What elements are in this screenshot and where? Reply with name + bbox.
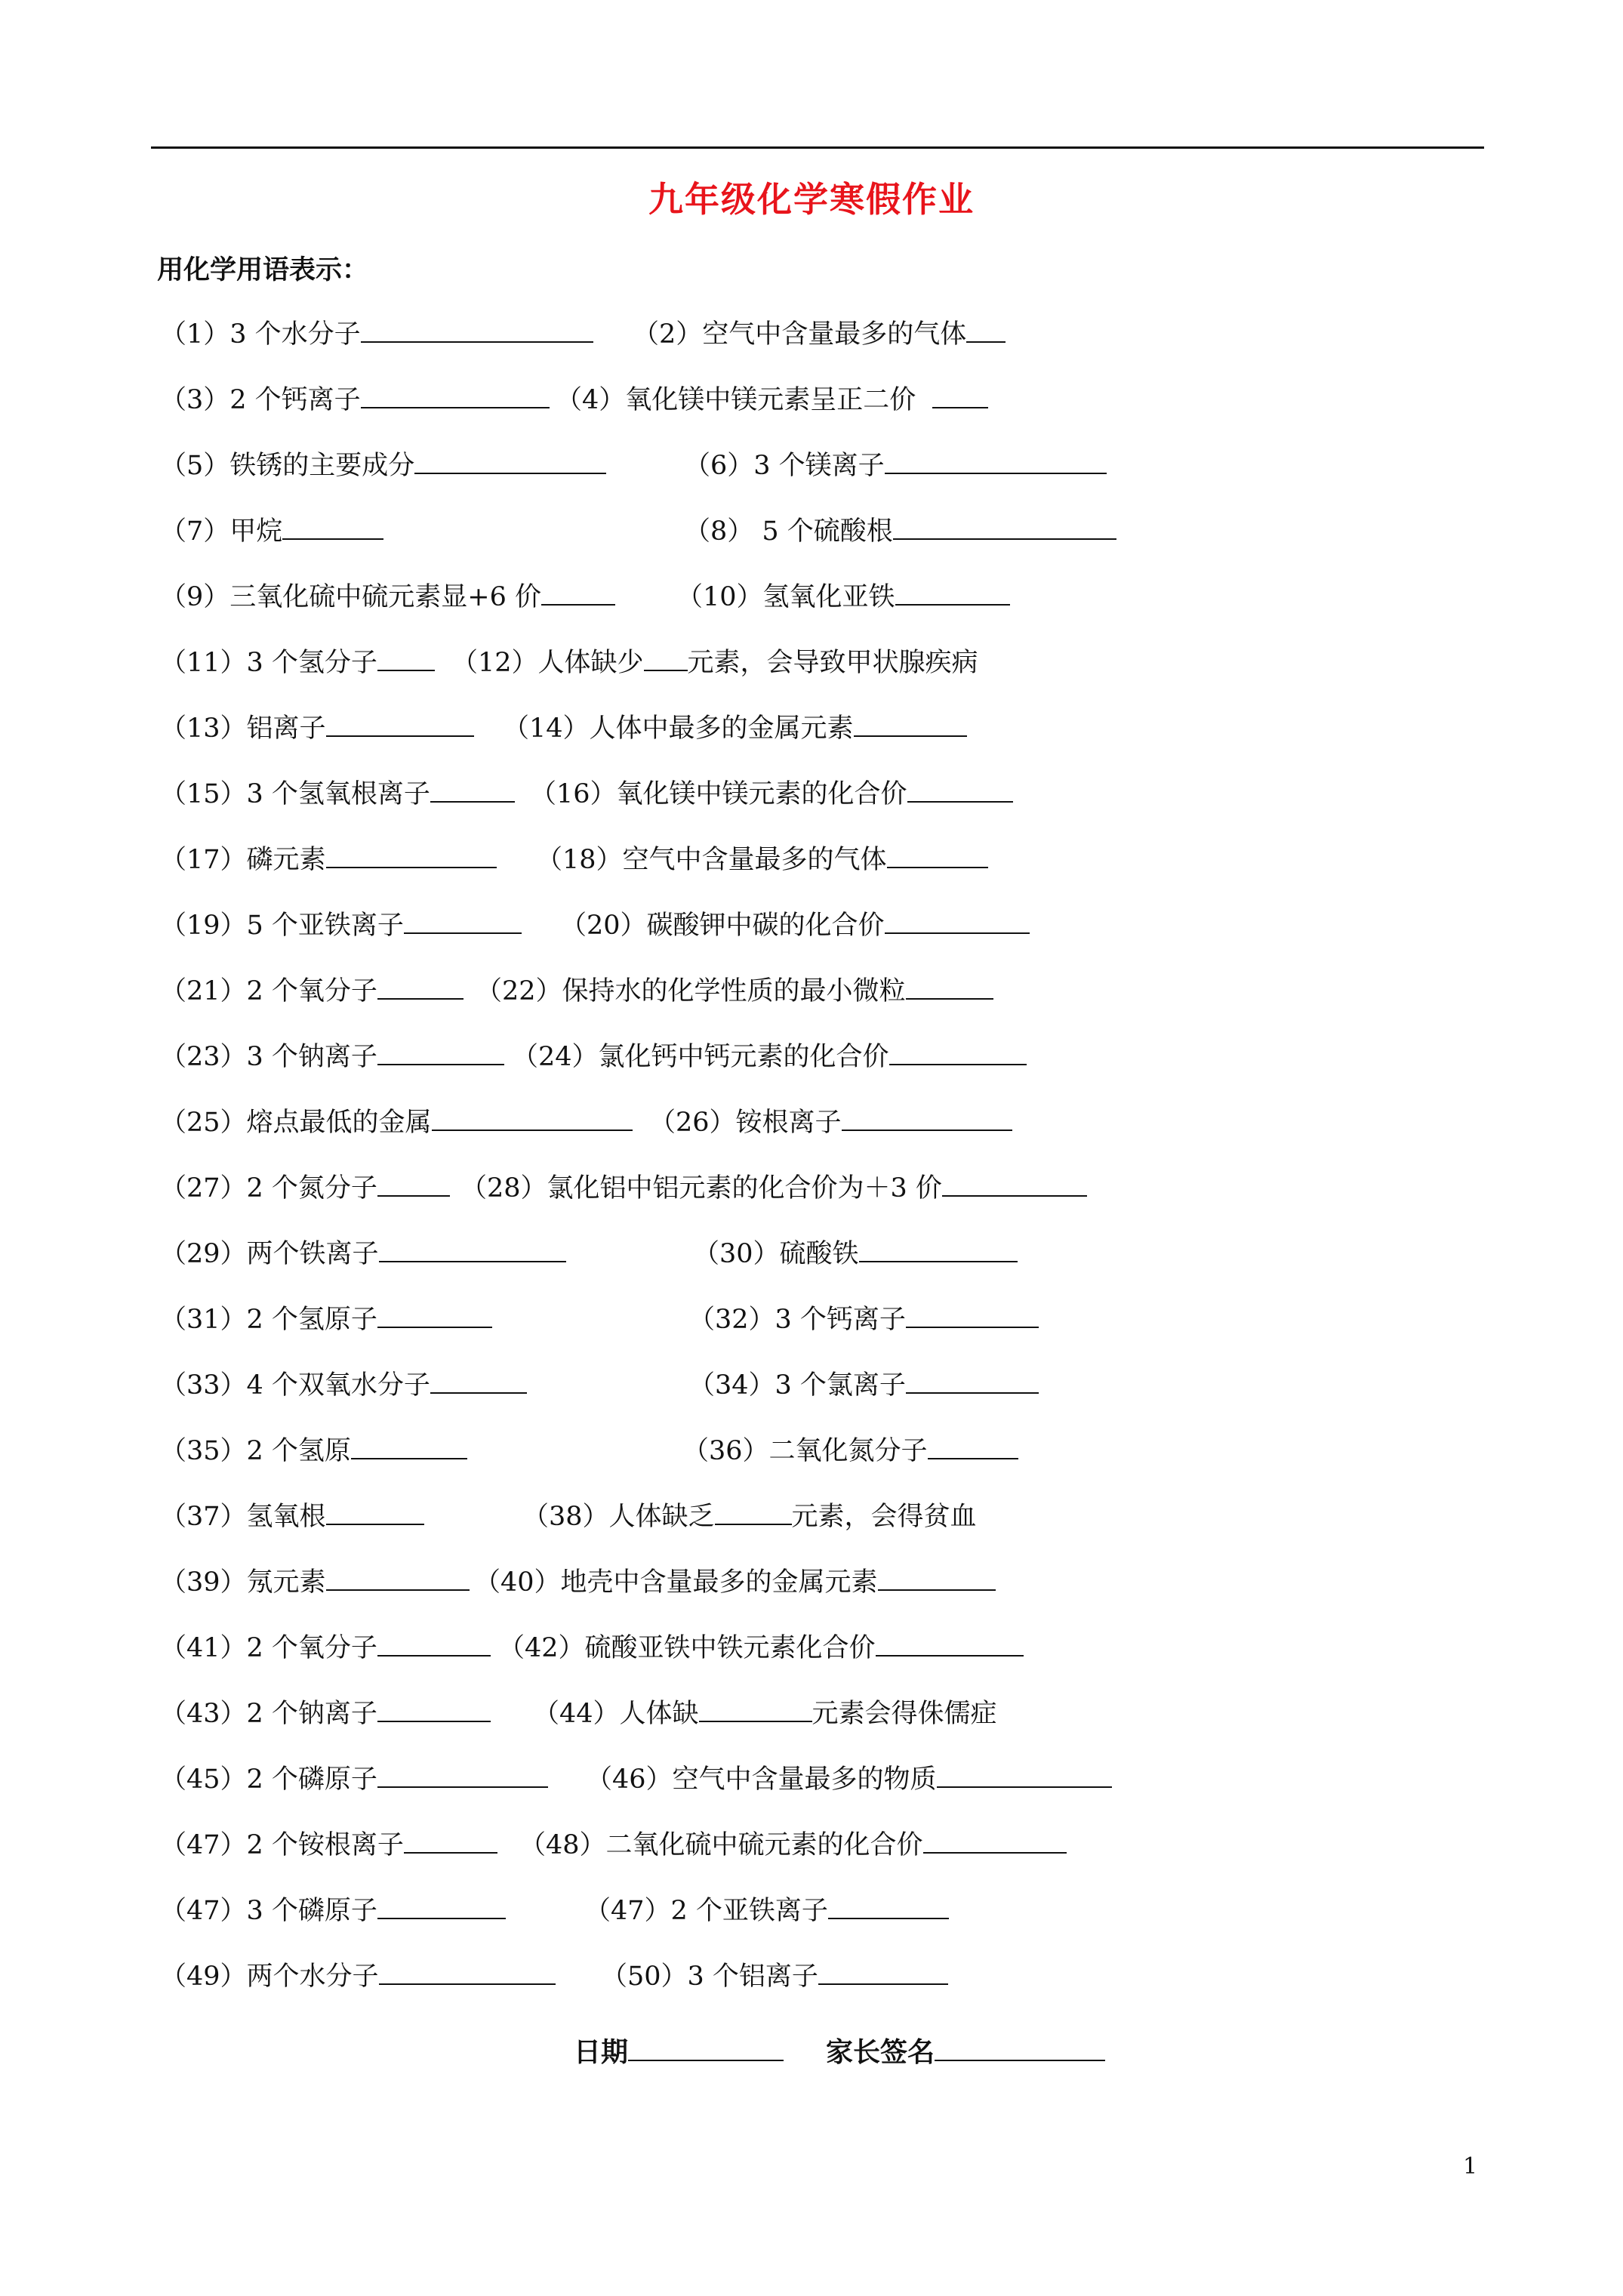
question-14: （14）人体中最多的金属元素 <box>503 710 967 745</box>
exercise-row <box>0 972 1623 1006</box>
answer-blank[interactable] <box>854 710 967 737</box>
exercise-row <box>0 578 1623 612</box>
question-39: （39）氖元素 <box>160 1564 470 1599</box>
answer-blank[interactable] <box>430 1367 527 1394</box>
question-17: （17）磷元素 <box>160 841 497 877</box>
answer-blank[interactable] <box>942 1170 1087 1197</box>
answer-blank[interactable] <box>876 1629 1024 1657</box>
question-45: （45）2 个磷原子 <box>160 1761 548 1796</box>
exercise-row <box>0 1301 1623 1334</box>
answer-blank[interactable] <box>928 1432 1018 1459</box>
question-47b: （47）3 个磷原子 <box>160 1892 506 1928</box>
exercise-row <box>0 316 1623 349</box>
page-title: 九年级化学寒假作业 <box>648 179 975 220</box>
answer-blank[interactable] <box>326 710 474 737</box>
answer-blank[interactable] <box>404 907 522 934</box>
signature-blank[interactable] <box>935 2034 1105 2061</box>
question-15: （15）3 个氢氧根离子 <box>160 775 515 811</box>
exercise-row <box>0 381 1623 415</box>
question-34: （34）3 个氯离子 <box>688 1367 1039 1402</box>
question-6: （6）3 个镁离子 <box>684 447 1107 482</box>
exercise-row <box>0 1170 1623 1203</box>
answer-blank[interactable] <box>878 1564 996 1591</box>
header-rule <box>151 146 1484 149</box>
question-35: （35）2 个氢原 <box>160 1432 467 1468</box>
answer-blank[interactable] <box>937 1761 1112 1788</box>
answer-blank[interactable] <box>893 513 1116 540</box>
answer-blank[interactable] <box>377 1629 491 1657</box>
answer-blank[interactable] <box>885 907 1030 934</box>
question-12: （12）人体缺少 元素，会导致甲状腺疾病 <box>451 644 978 680</box>
answer-blank[interactable] <box>326 841 497 868</box>
question-1: （1）3 个水分子 <box>160 316 593 351</box>
question-10: （10）氢氧化亚铁 <box>676 578 1010 614</box>
exercise-row <box>0 644 1623 677</box>
answer-blank[interactable] <box>377 972 463 1000</box>
exercise-row <box>0 1892 1623 1925</box>
date-blank[interactable] <box>628 2034 784 2061</box>
question-5: （5）铁锈的主要成分 <box>160 447 606 482</box>
exercise-row <box>0 1695 1623 1728</box>
answer-blank[interactable] <box>377 1695 491 1722</box>
answer-blank[interactable] <box>818 1958 948 1985</box>
answer-blank[interactable] <box>828 1892 949 1919</box>
exercise-row <box>0 1432 1623 1465</box>
question-7: （7）甲烷 <box>160 513 383 548</box>
question-20: （20）碳酸钾中碳的化合价 <box>560 907 1030 942</box>
answer-blank[interactable] <box>282 513 383 540</box>
question-18: （18）空气中含量最多的气体 <box>536 841 988 877</box>
answer-blank[interactable] <box>699 1695 812 1722</box>
exercise-row <box>0 1761 1623 1794</box>
date-label: 日期 <box>574 2036 629 2068</box>
answer-blank[interactable] <box>351 1432 467 1459</box>
answer-blank[interactable] <box>377 1301 492 1328</box>
answer-blank[interactable] <box>889 1038 1027 1065</box>
exercise-row <box>0 513 1623 546</box>
question-4: （4）氧化镁中镁元素呈正二价 <box>556 381 988 417</box>
answer-blank[interactable] <box>379 1958 556 1985</box>
question-44: （44）人体缺 元素会得侏儒症 <box>533 1695 997 1730</box>
answer-blank[interactable] <box>326 1564 470 1591</box>
page-number: 1 <box>1463 2153 1478 2180</box>
question-43: （43）2 个钠离子 <box>160 1695 491 1730</box>
question-47: （47）2 个铵根离子 <box>160 1826 497 1862</box>
answer-blank[interactable] <box>906 1301 1039 1328</box>
answer-blank[interactable] <box>644 644 688 671</box>
answer-blank[interactable] <box>906 1367 1039 1394</box>
question-25: （25）熔点最低的金属 <box>160 1104 633 1139</box>
answer-blank[interactable] <box>895 578 1010 606</box>
answer-blank[interactable] <box>715 1498 792 1525</box>
parent-signature-label: 家长签名 <box>826 2036 935 2068</box>
answer-blank[interactable] <box>541 578 615 606</box>
question-48: （48）二氧化硫中硫元素的化合价 <box>519 1826 1067 1862</box>
exercise-row <box>0 1958 1623 1991</box>
exercise-row <box>0 775 1623 809</box>
question-36: （36）二氧化氮分子 <box>682 1432 1018 1468</box>
answer-blank[interactable] <box>932 381 988 408</box>
exercise-row <box>0 447 1623 480</box>
answer-blank[interactable] <box>887 841 988 868</box>
question-31: （31）2 个氢原子 <box>160 1301 492 1336</box>
exercise-row <box>0 907 1623 940</box>
question-13: （13）铝离子 <box>160 710 474 745</box>
question-2: （2）空气中含量最多的气体 <box>633 316 1006 351</box>
answer-blank[interactable] <box>430 775 515 803</box>
answer-blank[interactable] <box>361 316 593 343</box>
exercise-row <box>0 710 1623 743</box>
answer-blank[interactable] <box>377 1892 506 1919</box>
question-30: （30）硫酸铁 <box>693 1235 1018 1271</box>
answer-blank[interactable] <box>377 1038 504 1065</box>
question-11: （11）3 个氢分子 <box>160 644 435 680</box>
exercise-row <box>0 1104 1623 1137</box>
answer-blank[interactable] <box>923 1826 1067 1854</box>
question-19: （19）5 个亚铁离子 <box>160 907 522 942</box>
exercise-row <box>0 1038 1623 1071</box>
question-26: （26）铵根离子 <box>649 1104 1012 1139</box>
answer-blank[interactable] <box>432 1104 633 1131</box>
answer-blank[interactable] <box>326 1498 424 1525</box>
question-49: （49）两个水分子 <box>160 1958 556 1993</box>
question-22: （22）保持水的化学性质的最小微粒 <box>476 972 993 1008</box>
question-8: （8） 5 个硫酸根 <box>684 513 1116 548</box>
question-23: （23）3 个钠离子 <box>160 1038 504 1074</box>
exercise-row <box>0 1629 1623 1663</box>
answer-blank[interactable] <box>377 1761 548 1788</box>
answer-blank[interactable] <box>361 381 550 408</box>
question-21: （21）2 个氧分子 <box>160 972 463 1008</box>
answer-blank[interactable] <box>906 972 993 1000</box>
exercise-row <box>0 1235 1623 1268</box>
question-37: （37）氢氧根 <box>160 1498 424 1533</box>
footer-signoff <box>574 2031 1105 2069</box>
answer-blank[interactable] <box>377 644 435 671</box>
exercise-row <box>0 1564 1623 1597</box>
question-50: （50）3 个铝离子 <box>601 1958 948 1993</box>
answer-blank[interactable] <box>859 1235 1018 1262</box>
question-40: （40）地壳中含量最多的金属元素 <box>474 1564 996 1599</box>
question-24: （24）氯化钙中钙元素的化合价 <box>512 1038 1027 1074</box>
answer-blank[interactable] <box>966 316 1006 343</box>
exercise-row <box>0 1826 1623 1860</box>
answer-blank[interactable] <box>842 1104 1012 1131</box>
question-29: （29）两个铁离子 <box>160 1235 566 1271</box>
question-38: （38）人体缺乏 元素，会得贫血 <box>522 1498 977 1533</box>
question-42: （42）硫酸亚铁中铁元素化合价 <box>498 1629 1024 1665</box>
question-3: （3）2 个钙离子 <box>160 381 550 417</box>
answer-blank[interactable] <box>379 1235 566 1262</box>
question-28: （28）氯化铝中铝元素的化合价为＋3 价 <box>460 1170 1087 1205</box>
answer-blank[interactable] <box>885 447 1107 474</box>
section-heading: 用化学用语表示： <box>157 254 369 285</box>
question-27: （27）2 个氮分子 <box>160 1170 450 1205</box>
question-9: （9）三氧化硫中硫元素显+6 价 <box>160 578 615 614</box>
exercise-row <box>0 841 1623 874</box>
exercise-row <box>0 1367 1623 1400</box>
answer-blank[interactable] <box>404 1826 497 1854</box>
exercise-row <box>0 1498 1623 1531</box>
answer-blank[interactable] <box>414 447 606 474</box>
question-41: （41）2 个氧分子 <box>160 1629 491 1665</box>
question-46: （46）空气中含量最多的物质 <box>586 1761 1112 1796</box>
answer-blank[interactable] <box>377 1170 450 1197</box>
question-16: （16）氧化镁中镁元素的化合价 <box>530 775 1013 811</box>
answer-blank[interactable] <box>907 775 1013 803</box>
question-47c: （47）2 个亚铁离子 <box>584 1892 949 1928</box>
question-33: （33）4 个双氧水分子 <box>160 1367 527 1402</box>
question-32: （32）3 个钙离子 <box>688 1301 1039 1336</box>
